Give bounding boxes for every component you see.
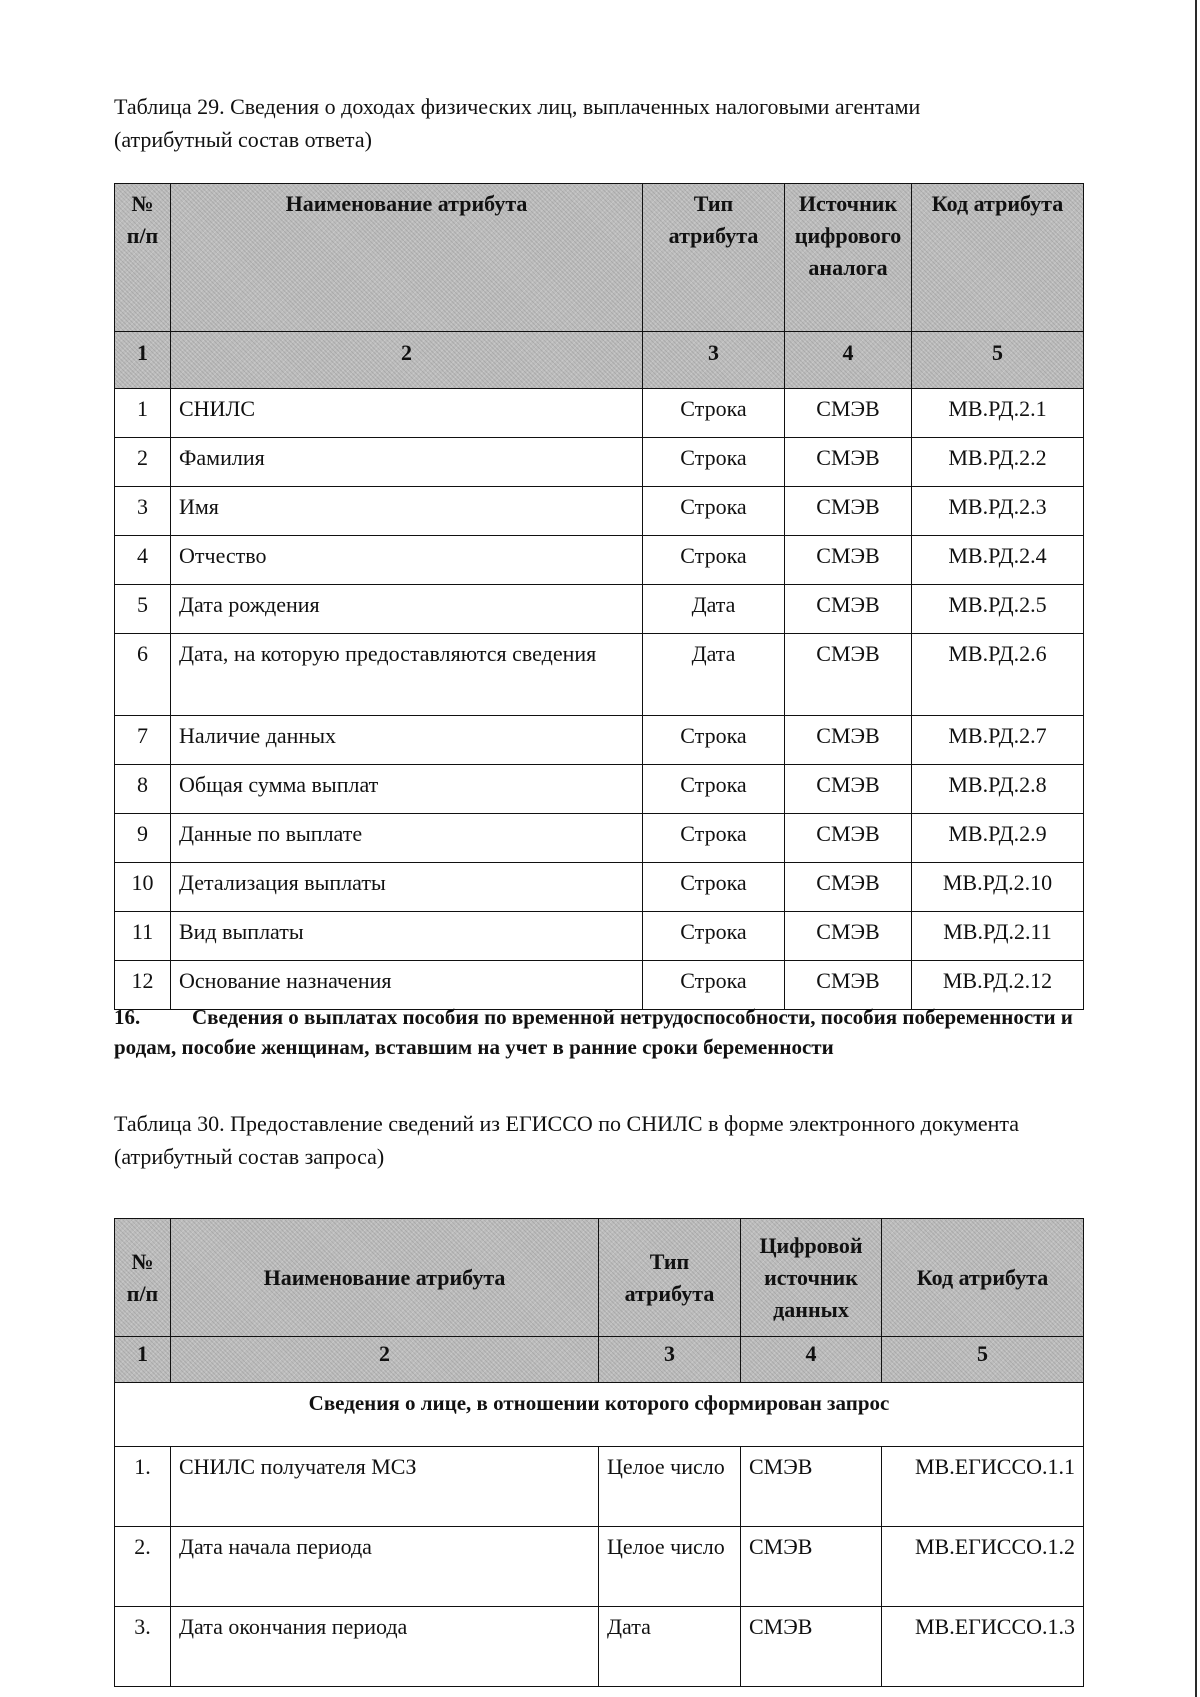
attribute-type: Строка bbox=[643, 814, 785, 863]
column-number: 1 bbox=[115, 1337, 171, 1383]
page-edge bbox=[1195, 0, 1197, 1697]
attribute-source: СМЭВ bbox=[785, 863, 912, 912]
header-name: Наименование атрибута bbox=[171, 1219, 599, 1337]
attribute-type: Строка bbox=[643, 961, 785, 1010]
row-number: 12 bbox=[115, 961, 171, 1010]
attribute-source: СМЭВ bbox=[785, 438, 912, 487]
attribute-code: МВ.РД.2.5 bbox=[912, 585, 1084, 634]
attribute-name: Данные по выплате bbox=[171, 814, 643, 863]
attribute-source: СМЭВ bbox=[785, 389, 912, 438]
section-row: Сведения о лице, в отношении которого сформирован запрос bbox=[115, 1383, 1084, 1447]
row-number: 8 bbox=[115, 765, 171, 814]
table-row bbox=[115, 814, 1084, 863]
row-number: 2 bbox=[115, 438, 171, 487]
attribute-code: МВ.РД.2.7 bbox=[912, 716, 1084, 765]
table-row bbox=[115, 585, 1084, 634]
table-row bbox=[115, 912, 1084, 961]
attribute-type: Строка bbox=[643, 863, 785, 912]
attribute-type: Целое число bbox=[599, 1527, 741, 1607]
attribute-code: МВ.РД.2.12 bbox=[912, 961, 1084, 1010]
table-row bbox=[115, 765, 1084, 814]
table30-caption: Таблица 30. Предоставление сведений из ЕГИССО по СНИЛС в форме электронного документа (атрибутный состав запроса) bbox=[114, 1111, 1020, 1169]
attribute-code: МВ.РД.2.9 bbox=[912, 814, 1084, 863]
attribute-name: СНИЛС bbox=[171, 389, 643, 438]
section-title: Сведения о выплатах пособия по временной нетрудоспособности, пособия побеременности и родам, пособие женщинам, вставшим на учет в ранние сроки беременности bbox=[114, 1005, 1073, 1059]
row-number: 1 bbox=[115, 389, 171, 438]
attribute-type: Строка bbox=[643, 536, 785, 585]
attribute-source: СМЭВ bbox=[785, 585, 912, 634]
attribute-type: Строка bbox=[643, 389, 785, 438]
attribute-source: СМЭВ bbox=[785, 765, 912, 814]
column-number: 5 bbox=[912, 332, 1084, 389]
table-row bbox=[115, 1607, 1084, 1687]
column-number: 5 bbox=[882, 1337, 1084, 1383]
attribute-code: МВ.РД.2.1 bbox=[912, 389, 1084, 438]
table-row bbox=[115, 536, 1084, 585]
table29-caption: Таблица 29. Сведения о доходах физических лиц, выплаченных налоговыми агентами (атрибутный состав ответа) bbox=[114, 94, 921, 152]
attribute-source: СМЭВ bbox=[741, 1447, 882, 1527]
attribute-type: Целое число bbox=[599, 1447, 741, 1527]
row-number: 10 bbox=[115, 863, 171, 912]
header-type: Тип атрибута bbox=[599, 1219, 741, 1337]
attribute-name: Фамилия bbox=[171, 438, 643, 487]
table-row bbox=[115, 716, 1084, 765]
attribute-name: Имя bbox=[171, 487, 643, 536]
attribute-code: МВ.РД.2.3 bbox=[912, 487, 1084, 536]
table-row bbox=[115, 487, 1084, 536]
attribute-name: Дата, на которую предоставляются сведения bbox=[171, 634, 643, 716]
row-number: 11 bbox=[115, 912, 171, 961]
table29 bbox=[114, 183, 1084, 1010]
row-number: 5 bbox=[115, 585, 171, 634]
attribute-code: МВ.ЕГИССО.1.3 bbox=[882, 1607, 1084, 1687]
header-num: № п/п bbox=[115, 1219, 171, 1337]
row-number: 9 bbox=[115, 814, 171, 863]
column-number: 3 bbox=[643, 332, 785, 389]
attribute-name: Дата начала периода bbox=[171, 1527, 599, 1607]
attribute-type: Дата bbox=[599, 1607, 741, 1687]
attribute-code: МВ.ЕГИССО.1.2 bbox=[882, 1527, 1084, 1607]
attribute-source: СМЭВ bbox=[785, 487, 912, 536]
attribute-source: СМЭВ bbox=[785, 634, 912, 716]
attribute-name: Общая сумма выплат bbox=[171, 765, 643, 814]
header-code: Код атрибута bbox=[912, 184, 1084, 332]
attribute-name: Детализация выплаты bbox=[171, 863, 643, 912]
attribute-source: СМЭВ bbox=[785, 536, 912, 585]
section-heading bbox=[114, 1002, 1074, 1062]
row-number: 1. bbox=[115, 1447, 171, 1527]
attribute-type: Строка bbox=[643, 912, 785, 961]
header-code: Код атрибута bbox=[882, 1219, 1084, 1337]
column-number: 2 bbox=[171, 1337, 599, 1383]
attribute-source: СМЭВ bbox=[741, 1607, 882, 1687]
attribute-name: Основание назначения bbox=[171, 961, 643, 1010]
attribute-code: МВ.РД.2.2 bbox=[912, 438, 1084, 487]
column-number: 3 bbox=[599, 1337, 741, 1383]
section-number: 16. bbox=[114, 1005, 141, 1029]
header-type: Тип атрибута bbox=[643, 184, 785, 332]
attribute-code: МВ.РД.2.11 bbox=[912, 912, 1084, 961]
attribute-name: Отчество bbox=[171, 536, 643, 585]
header-num: № п/п bbox=[115, 184, 171, 332]
attribute-type: Строка bbox=[643, 438, 785, 487]
attribute-name: Наличие данных bbox=[171, 716, 643, 765]
row-number: 3 bbox=[115, 487, 171, 536]
table-row bbox=[115, 438, 1084, 487]
attribute-code: МВ.РД.2.4 bbox=[912, 536, 1084, 585]
attribute-name: Дата рождения bbox=[171, 585, 643, 634]
row-number: 6 bbox=[115, 634, 171, 716]
attribute-name: СНИЛС получателя МСЗ bbox=[171, 1447, 599, 1527]
attribute-source: СМЭВ bbox=[785, 716, 912, 765]
attribute-source: СМЭВ bbox=[785, 961, 912, 1010]
header-source: Цифровой источник данных bbox=[741, 1219, 882, 1337]
header-source: Источник цифрового аналога bbox=[785, 184, 912, 332]
attribute-type: Строка bbox=[643, 487, 785, 536]
table-row bbox=[115, 634, 1084, 716]
attribute-source: СМЭВ bbox=[741, 1527, 882, 1607]
attribute-type: Строка bbox=[643, 716, 785, 765]
attribute-code: МВ.РД.2.10 bbox=[912, 863, 1084, 912]
attribute-name: Дата окончания периода bbox=[171, 1607, 599, 1687]
column-number: 4 bbox=[785, 332, 912, 389]
column-number: 2 bbox=[171, 332, 643, 389]
header-name: Наименование атрибута bbox=[171, 184, 643, 332]
attribute-type: Дата bbox=[643, 585, 785, 634]
attribute-type: Дата bbox=[643, 634, 785, 716]
table-row bbox=[115, 1447, 1084, 1527]
row-number: 4 bbox=[115, 536, 171, 585]
attribute-source: СМЭВ bbox=[785, 814, 912, 863]
table30 bbox=[114, 1218, 1084, 1687]
row-number: 7 bbox=[115, 716, 171, 765]
table-row bbox=[115, 1527, 1084, 1607]
attribute-code: МВ.ЕГИССО.1.1 bbox=[882, 1447, 1084, 1527]
attribute-source: СМЭВ bbox=[785, 912, 912, 961]
attribute-type: Строка bbox=[643, 765, 785, 814]
table-row bbox=[115, 389, 1084, 438]
attribute-code: МВ.РД.2.8 bbox=[912, 765, 1084, 814]
attribute-code: МВ.РД.2.6 bbox=[912, 634, 1084, 716]
table-row bbox=[115, 863, 1084, 912]
attribute-name: Вид выплаты bbox=[171, 912, 643, 961]
row-number: 3. bbox=[115, 1607, 171, 1687]
row-number: 2. bbox=[115, 1527, 171, 1607]
column-number: 4 bbox=[741, 1337, 882, 1383]
column-number: 1 bbox=[115, 332, 171, 389]
